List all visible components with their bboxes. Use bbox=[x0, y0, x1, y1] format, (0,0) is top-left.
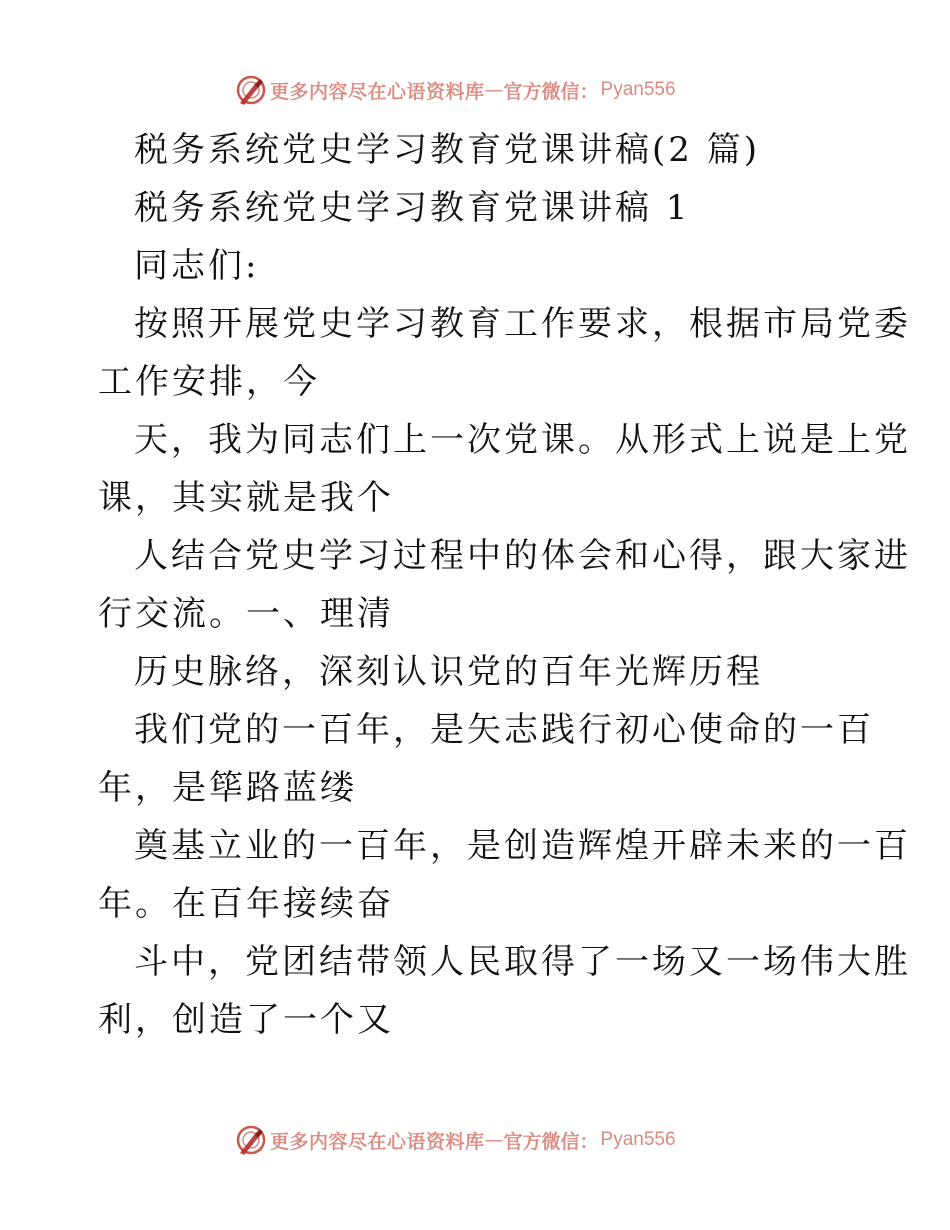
paragraph-line: 我们党的一百年，是矢志践行初心使命的一百 bbox=[134, 710, 874, 750]
paragraph-line: 年，是筚路蓝缕 bbox=[98, 768, 357, 808]
watermark-dash: — bbox=[484, 1129, 504, 1151]
paragraph-line: 奠基立业的一百年，是创造辉煌开辟未来的一百 bbox=[134, 826, 911, 866]
document-title: 税务系统党史学习教育党课讲稿(2 篇) bbox=[134, 130, 760, 170]
watermark-account: Pyan556 bbox=[600, 1129, 676, 1150]
footer-watermark bbox=[234, 1123, 676, 1157]
paragraph-line: 利，创造了一个又 bbox=[98, 1000, 394, 1040]
salutation: 同志们: bbox=[134, 246, 260, 286]
paragraph-line: 人结合党史学习过程中的体会和心得，跟大家进 bbox=[134, 536, 911, 576]
paragraph-line: 斗中，党团结带领人民取得了一场又一场伟大胜 bbox=[134, 942, 911, 982]
header-watermark bbox=[234, 73, 676, 107]
paragraph-line: 年。在百年接续奋 bbox=[98, 884, 394, 924]
paragraph-line: 按照开展党史学习教育工作要求，根据市局党委 bbox=[134, 304, 911, 344]
paragraph-line: 历史脉络，深刻认识党的百年光辉历程 bbox=[134, 652, 763, 692]
paragraph-line: 行交流。一、理清 bbox=[98, 594, 394, 634]
paragraph-line: 天，我为同志们上一次党课。从形式上说是上党 bbox=[134, 420, 911, 460]
watermark-text: 更多内容尽在心语资料库 bbox=[270, 80, 485, 103]
document-body bbox=[98, 121, 911, 1049]
watermark-account: Pyan556 bbox=[600, 79, 676, 100]
watermark-dash: — bbox=[484, 79, 504, 101]
paragraph-line: 工作安排，今 bbox=[98, 362, 320, 402]
watermark-text: 更多内容尽在心语资料库 bbox=[270, 1130, 485, 1153]
watermark-account-label: 官方微信： bbox=[503, 80, 599, 103]
paragraph-line: 课，其实就是我个 bbox=[98, 478, 394, 518]
pen-logo-icon bbox=[234, 73, 268, 107]
pen-logo-icon bbox=[234, 1123, 268, 1157]
document-subtitle: 税务系统党史学习教育党课讲稿 1 bbox=[134, 188, 691, 228]
watermark-account-label: 官方微信： bbox=[503, 1130, 599, 1153]
